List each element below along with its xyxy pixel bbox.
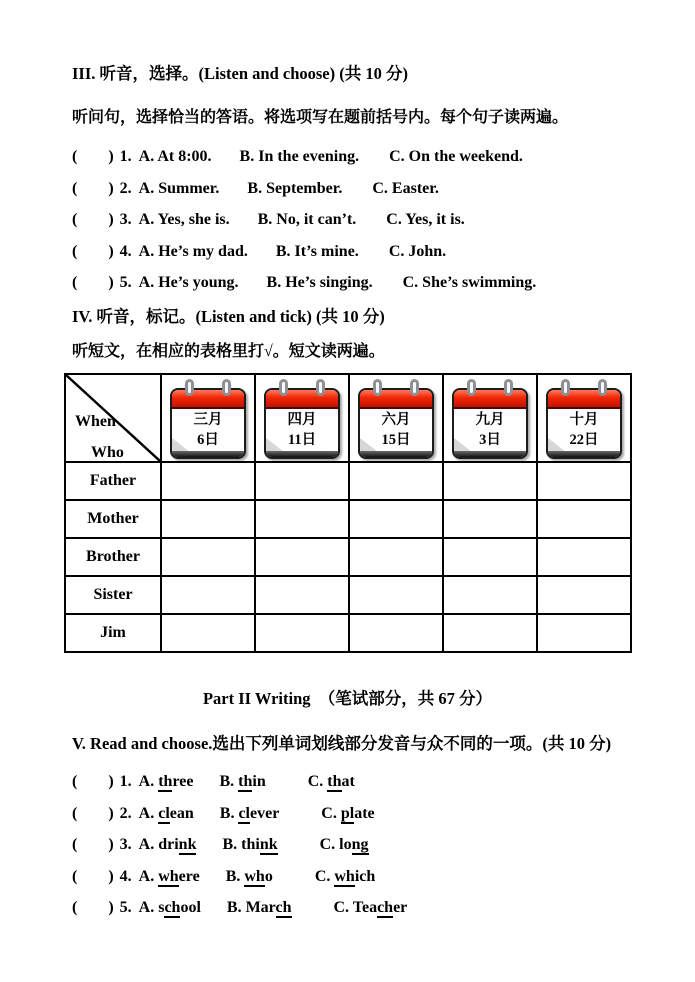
question-number: 2.: [119, 180, 132, 197]
question-number: 4.: [119, 868, 132, 885]
answer-paren: ( ): [72, 773, 114, 790]
calendar-body: [452, 388, 528, 459]
calendar-day: 6日: [197, 432, 219, 448]
calendar-red-header: [360, 390, 432, 409]
calendar-body: [170, 388, 246, 459]
option-a: A. He’s young.: [138, 274, 239, 291]
table-row: [65, 500, 631, 538]
underlined-letters: ng: [351, 836, 369, 853]
calendar-ring-icon: [373, 379, 382, 396]
tick-cell: [443, 462, 537, 500]
option-a: A. drink: [138, 836, 197, 853]
calendar-red-header: [266, 390, 338, 409]
calendar-cell: [161, 374, 255, 462]
table-row: [65, 576, 631, 614]
underlined-letters: cl: [158, 805, 170, 822]
answer-paren: ( ): [72, 899, 114, 916]
option-a: A. where: [138, 868, 200, 885]
option-b: B. He’s singing.: [266, 274, 373, 291]
calendar-ring-icon: [185, 379, 194, 396]
s5-question-row-4: [72, 866, 375, 888]
answer-paren: ( ): [72, 805, 114, 822]
tick-cell: [443, 500, 537, 538]
section4-title: IV. 听音，标记。(Listen and tick) (共 10 分): [72, 307, 385, 326]
calendar-body: [264, 388, 340, 459]
calendar-month: 九月: [475, 412, 505, 428]
answer-paren: ( ): [72, 211, 114, 228]
tick-cell: [537, 576, 631, 614]
section3-instruction: 听问句，选择恰当的答语。将选项写在题前括号内。每个句子读两遍。: [72, 109, 569, 126]
question-number: 3.: [119, 211, 132, 228]
option-a: A. school: [138, 899, 201, 916]
row-label-sister: Sister: [65, 576, 161, 614]
calendar-day: 3日: [479, 432, 501, 448]
question-number: 5.: [119, 274, 132, 291]
s3-question-row-4: [72, 241, 446, 263]
s3-question-row-5: [72, 272, 536, 294]
tick-cell: [161, 462, 255, 500]
option-c: C. Easter.: [372, 180, 439, 197]
table-row: [65, 462, 631, 500]
calendar-ring-icon: [467, 379, 476, 396]
calendar-icon: [546, 379, 622, 459]
underlined-letters: ch: [377, 899, 394, 916]
option-a: A. Summer.: [138, 180, 220, 197]
tick-cell: [255, 614, 349, 652]
option-b: B. September.: [247, 180, 343, 197]
calendar-ring-icon: [279, 379, 288, 396]
section5-title: V. Read and choose.选出下列单词划线部分发音与众不同的一项。(共 10 分): [72, 734, 612, 753]
tick-cell: [255, 462, 349, 500]
tick-cell: [537, 538, 631, 576]
calendar-ring-icon: [222, 379, 231, 396]
option-c: C. John.: [388, 243, 447, 260]
calendar-month: 六月: [381, 412, 411, 428]
underlined-letters: pl: [340, 805, 355, 822]
calendar-cell: [537, 374, 631, 462]
tick-cell: [255, 576, 349, 614]
calendar-icon: [358, 379, 434, 459]
calendar-cell: [443, 374, 537, 462]
who-label: Who: [91, 444, 124, 461]
question-number: 5.: [119, 899, 132, 916]
option-b: B. thin: [219, 773, 266, 790]
answer-paren: ( ): [72, 274, 114, 291]
underlined-letters: nk: [259, 836, 278, 853]
option-c: C. which: [314, 868, 376, 885]
table-row: [65, 538, 631, 576]
option-c: C. She’s swimming.: [402, 274, 537, 291]
row-label-brother: Brother: [65, 538, 161, 576]
table-row: [65, 614, 631, 652]
tick-cell: [161, 500, 255, 538]
calendar-base: [360, 451, 432, 457]
section4-instruction: 听短文，在相应的表格里打√。短文读两遍。: [72, 343, 385, 360]
underlined-letters: ch: [164, 899, 181, 916]
calendar-red-header: [454, 390, 526, 409]
calendar-body: [546, 388, 622, 459]
calendar-cell: [255, 374, 349, 462]
row-label-jim: Jim: [65, 614, 161, 652]
tick-cell: [349, 576, 443, 614]
row-label-father: Father: [65, 462, 161, 500]
underlined-letters: th: [238, 773, 253, 790]
calendar-day: 22日: [569, 432, 599, 448]
s5-question-row-5: [72, 897, 407, 919]
when-label: When: [75, 413, 116, 430]
calendar-ring-icon: [598, 379, 607, 396]
tick-cell: [349, 462, 443, 500]
part2-title: Part II Writing （笔试部分，共 67 分）: [202, 689, 493, 708]
calendar-icon: [452, 379, 528, 459]
question-number: 1.: [119, 148, 132, 165]
question-number: 2.: [119, 805, 132, 822]
option-a: A. three: [138, 773, 194, 790]
option-a: A. At 8:00.: [138, 148, 212, 165]
table-corner-cell: [65, 374, 161, 462]
tick-cell: [443, 576, 537, 614]
calendar-cell: [349, 374, 443, 462]
calendar-ring-icon: [316, 379, 325, 396]
s5-question-row-3: [72, 834, 369, 856]
s5-question-row-2: [72, 803, 375, 825]
underlined-letters: wh: [244, 868, 265, 885]
s3-question-row-1: [72, 146, 523, 168]
tick-cell: [349, 500, 443, 538]
answer-paren: ( ): [72, 180, 114, 197]
tick-cell: [443, 538, 537, 576]
underlined-letters: wh: [334, 868, 355, 885]
calendar-ring-icon: [504, 379, 513, 396]
tick-cell: [537, 614, 631, 652]
tick-cell: [537, 500, 631, 538]
option-c: C. that: [307, 773, 355, 790]
tick-cell: [537, 462, 631, 500]
question-number: 4.: [119, 243, 132, 260]
calendar-icon: [170, 379, 246, 459]
answer-paren: ( ): [72, 148, 114, 165]
calendar-month: 十月: [569, 412, 599, 428]
s5-question-row-1: [72, 771, 355, 793]
option-a: A. clean: [138, 805, 194, 822]
answer-paren: ( ): [72, 836, 114, 853]
calendar-base: [266, 451, 338, 457]
option-b: B. clever: [219, 805, 280, 822]
option-b: B. March: [226, 899, 292, 916]
answer-paren: ( ): [72, 243, 114, 260]
tick-table: [64, 373, 632, 653]
calendar-red-header: [548, 390, 620, 409]
option-b: B. think: [222, 836, 278, 853]
calendar-icon: [264, 379, 340, 459]
calendar-base: [172, 451, 244, 457]
underlined-letters: ch: [275, 899, 292, 916]
tick-cell: [349, 614, 443, 652]
option-c: C. Yes, it is.: [386, 211, 465, 228]
calendar-ring-icon: [561, 379, 570, 396]
option-b: B. who: [225, 868, 273, 885]
calendar-month: 三月: [193, 412, 223, 428]
underlined-letters: th: [327, 773, 342, 790]
tick-cell: [161, 614, 255, 652]
tick-cell: [349, 538, 443, 576]
tick-cell: [443, 614, 537, 652]
tick-cell: [255, 500, 349, 538]
s3-question-row-3: [72, 209, 465, 231]
tick-cell: [161, 538, 255, 576]
calendar-red-header: [172, 390, 244, 409]
question-number: 1.: [119, 773, 132, 790]
underlined-letters: cl: [238, 805, 250, 822]
calendar-base: [548, 451, 620, 457]
calendar-day: 15日: [381, 432, 411, 448]
option-b: B. It’s mine.: [275, 243, 359, 260]
underlined-letters: th: [158, 773, 173, 790]
option-a: A. Yes, she is.: [138, 211, 230, 228]
option-a: A. He’s my dad.: [138, 243, 248, 260]
option-b: B. In the evening.: [239, 148, 360, 165]
row-label-mother: Mother: [65, 500, 161, 538]
underlined-letters: nk: [178, 836, 197, 853]
s3-question-row-2: [72, 178, 439, 200]
option-c: C. Teacher: [333, 899, 408, 916]
tick-cell: [255, 538, 349, 576]
calendar-base: [454, 451, 526, 457]
answer-paren: ( ): [72, 868, 114, 885]
option-c: C. plate: [321, 805, 375, 822]
question-number: 3.: [119, 836, 132, 853]
tick-cell: [161, 576, 255, 614]
option-b: B. No, it can’t.: [257, 211, 357, 228]
calendar-ring-icon: [410, 379, 419, 396]
option-c: C. On the weekend.: [389, 148, 523, 165]
calendar-day: 11日: [287, 432, 317, 448]
section3-title: III. 听音，选择。(Listen and choose) (共 10 分): [72, 64, 408, 83]
calendar-month: 四月: [287, 412, 317, 428]
option-c: C. long: [319, 836, 369, 853]
underlined-letters: wh: [158, 868, 179, 885]
calendar-body: [358, 388, 434, 459]
